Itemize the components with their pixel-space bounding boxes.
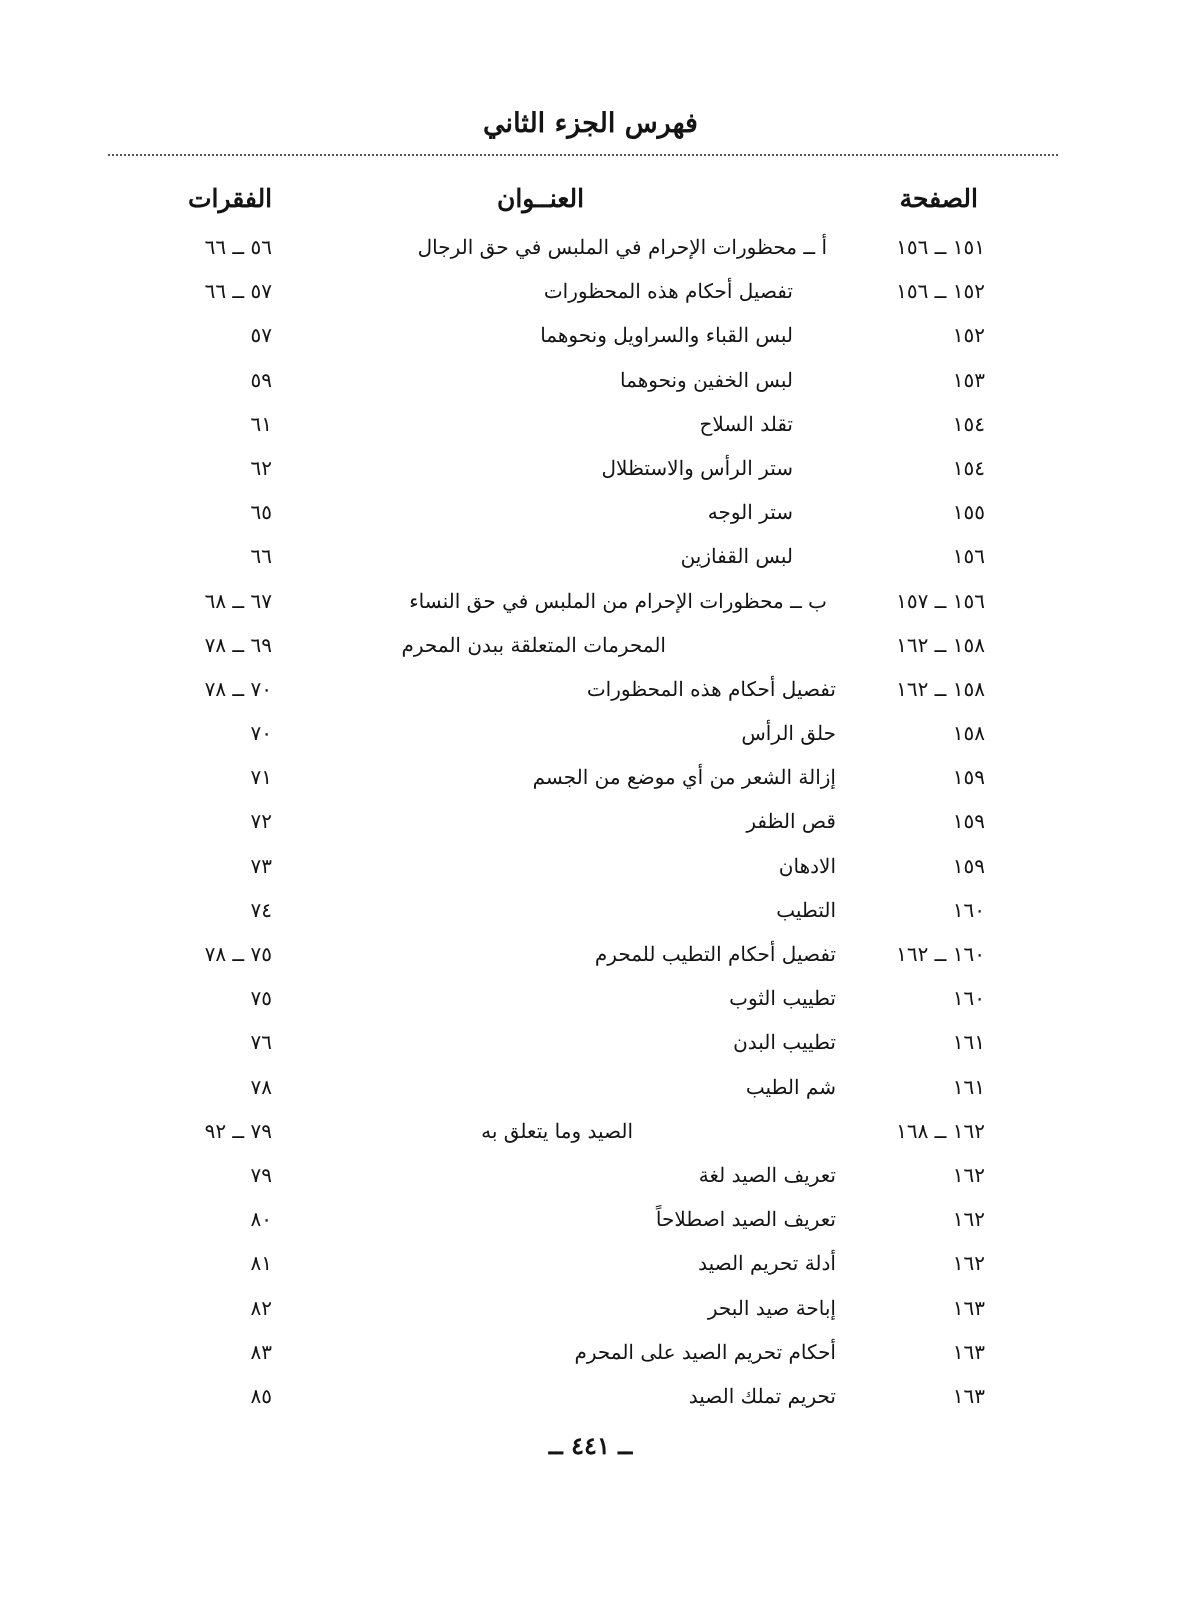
entry-title: تحريم تملك الصيد [688,1383,836,1408]
entry-title: إباحة صيد البحر [707,1295,836,1320]
entry-paragraph-range: ٥٦ ــ ٦٦ [204,235,272,259]
entry-paragraph-range: ٦٧ ــ ٦٨ [204,588,272,613]
entry-paragraph-range: ٥٧ [250,323,272,348]
entry-paragraph-range: ٦٢ [250,455,272,480]
index-entry [0,580,1181,624]
entry-paragraph-range: ٧٨ [250,1074,272,1099]
entry-page-number: ١٥٤ [952,411,985,436]
entry-page-number: ١٦٣ [952,1383,985,1408]
entry-paragraph-range: ٧٩ ــ ٩٢ [204,1118,272,1143]
index-entry [0,845,1181,889]
entry-page-number: ١٥٣ [952,367,985,392]
entry-page-number: ١٦٠ [952,897,985,922]
index-entry [0,889,1181,933]
entry-paragraph-range: ٥٩ [250,367,272,392]
entry-page-number: ١٥٩ [952,809,985,834]
entry-page-number: ١٥٩ [952,765,985,790]
entry-title: تفصيل أحكام هذه المحظورات [586,676,836,701]
entry-paragraph-range: ٥٧ ــ ٦٦ [204,279,272,304]
column-header-paragraphs: الفقرات [188,184,273,213]
entry-title: أ ــ محظورات الإحرام في الملبس في حق الرجال [417,235,827,259]
entry-title: تفصيل أحكام التطيب للمحرم [594,942,836,966]
index-entry [0,624,1181,668]
index-entry [0,977,1181,1021]
index-entry [0,1242,1181,1286]
entry-paragraph-range: ٦٦ [250,544,272,569]
entry-page-number: ١٥٨ [952,721,985,746]
index-entry [0,359,1181,403]
entry-title: تعريف الصيد اصطلاحاً [655,1207,836,1232]
entry-paragraph-range: ٧١ [250,765,272,790]
entry-title: ستر الوجه [707,500,793,525]
entry-page-number: ١٦٢ [952,1251,985,1276]
entry-paragraph-range: ٧٣ [250,853,272,878]
index-entry [0,668,1181,712]
entry-title: قص الظفر [746,809,836,834]
entry-title: تطييب البدن [733,1030,836,1055]
entry-title: الصيد وما يتعلق به [481,1118,633,1143]
entry-page-number: ١٦١ [952,1030,985,1055]
entry-paragraph-range: ٧٥ [250,986,272,1011]
footer-page-number: ــ ٤٤١ ــ [548,1431,633,1460]
entry-paragraph-range: ٧٠ ــ ٧٨ [204,676,272,701]
entry-paragraph-range: ٧٠ [250,721,272,746]
column-header-page: الصفحة [899,184,978,213]
index-entry [0,535,1181,579]
entry-paragraph-range: ٨٢ [250,1295,272,1320]
entry-title: تفصيل أحكام هذه المحظورات [543,279,793,304]
index-entry [0,756,1181,800]
entry-page-number: ١٥٥ [952,500,985,525]
entry-paragraph-range: ٦١ [250,411,272,436]
entry-page-number: ١٥١ ــ ١٥٦ [896,235,985,259]
entry-paragraph-range: ٨٣ [250,1339,272,1364]
entry-page-number: ١٥٨ ــ ١٦٢ [896,632,985,657]
entry-page-number: ١٦٠ [952,986,985,1011]
entry-page-number: ١٥٢ [952,323,985,348]
entry-paragraph-range: ٨٠ [250,1207,272,1232]
entry-paragraph-range: ٦٥ [250,500,272,525]
entry-title: أدلة تحريم الصيد [698,1251,836,1276]
entry-paragraph-range: ٦٩ ــ ٧٨ [204,632,272,657]
entry-page-number: ١٦٠ ــ ١٦٢ [896,942,985,966]
entry-title: لبس الخفين ونحوهما [620,367,793,392]
index-entry [0,1287,1181,1331]
index-entry [0,712,1181,756]
entry-paragraph-range: ٨٥ [250,1383,272,1408]
index-entry [0,1331,1181,1375]
entry-title: لبس القباء والسراويل ونحوهما [540,323,793,348]
index-entry [0,800,1181,844]
entry-paragraph-range: ٧٦ [250,1030,272,1055]
entry-paragraph-range: ٧٤ [250,897,272,922]
entry-title: التطيب [776,897,836,922]
entry-page-number: ١٥٨ ــ ١٦٢ [896,676,985,701]
index-entry [0,226,1181,270]
entry-title: المحرمات المتعلقة ببدن المحرم [401,632,666,657]
entry-paragraph-range: ٨١ [250,1251,272,1276]
page-title: فهرس الجزء الثاني [483,108,698,139]
entry-title: أحكام تحريم الصيد على المحرم [574,1339,836,1364]
index-entry [0,1110,1181,1154]
entry-paragraph-range: ٧٥ ــ ٧٨ [204,942,272,966]
entry-title: حلق الرأس [741,721,836,746]
index-entry [0,314,1181,358]
entry-title: تقلد السلاح [699,411,793,436]
index-entry [0,403,1181,447]
entry-page-number: ١٥٤ [952,455,985,480]
index-entry [0,1066,1181,1110]
index-entry [0,1375,1181,1419]
entry-paragraph-range: ٧٢ [250,809,272,834]
entry-title: إزالة الشعر من أي موضع من الجسم [532,765,836,790]
entry-page-number: ١٦٢ [952,1162,985,1187]
index-entry [0,1154,1181,1198]
index-entry [0,1021,1181,1065]
index-entry [0,491,1181,535]
title-rule [108,154,1058,156]
entry-page-number: ١٦١ [952,1074,985,1099]
entry-page-number: ١٦٢ ــ ١٦٨ [896,1118,985,1143]
column-header-title: العنــوان [497,184,585,213]
index-entries [0,226,1181,1419]
entry-paragraph-range: ٧٩ [250,1162,272,1187]
entry-page-number: ١٥٦ [952,544,985,569]
index-entry [0,1198,1181,1242]
entry-page-number: ١٦٣ [952,1339,985,1364]
entry-title: الادهان [778,853,836,878]
entry-page-number: ١٥٢ ــ ١٥٦ [896,279,985,304]
entry-title: ستر الرأس والاستظلال [601,455,793,480]
entry-title: تعريف الصيد لغة [698,1162,836,1187]
entry-page-number: ١٦٢ [952,1207,985,1232]
entry-page-number: ١٦٣ [952,1295,985,1320]
entry-page-number: ١٥٦ ــ ١٥٧ [896,588,985,613]
entry-page-number: ١٥٩ [952,853,985,878]
entry-title: شم الطيب [745,1074,836,1099]
entry-title: ب ــ محظورات الإحرام من الملبس في حق النساء [409,588,827,613]
index-entry [0,447,1181,491]
index-entry [0,933,1181,977]
entry-title: لبس القفازين [680,544,793,569]
entry-title: تطييب الثوب [729,986,836,1011]
index-entry [0,270,1181,314]
